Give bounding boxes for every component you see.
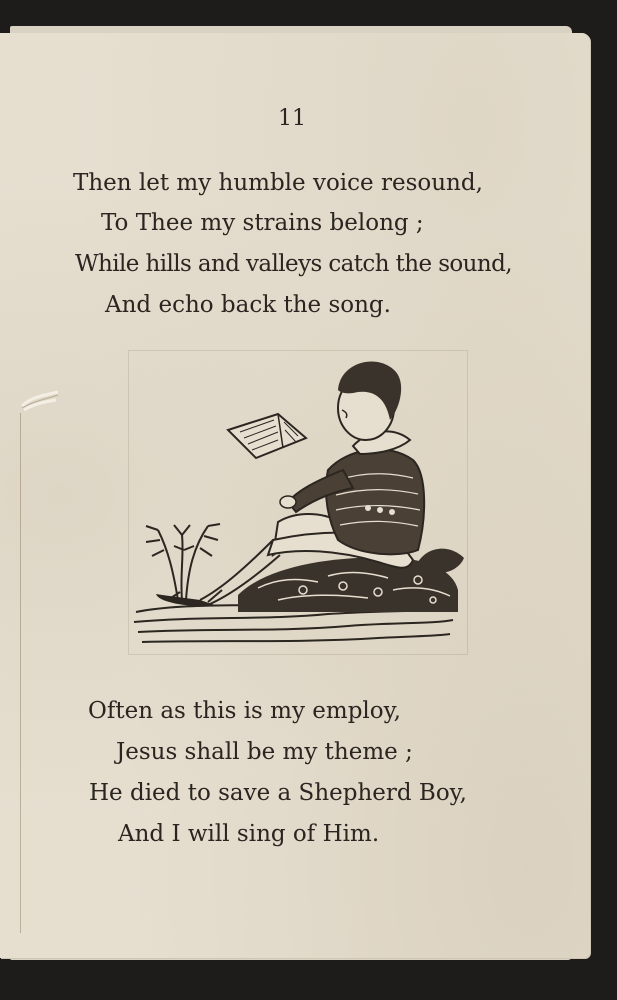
verse-line: And I will sing of Him. — [118, 821, 380, 847]
verse-line: Often as this is my employ, — [88, 698, 401, 724]
boy-reading-woodcut-icon — [128, 350, 468, 655]
verse-line: Then let my humble voice resound, — [73, 170, 483, 196]
verse-line: While hills and valleys catch the sound, — [75, 251, 512, 277]
verse-line: To Thee my strains belong ; — [101, 210, 424, 236]
page-number: 11 — [278, 106, 306, 131]
verse-line: Jesus shall be my theme ; — [116, 739, 413, 765]
binding-gutter — [20, 413, 35, 933]
verse-line: And echo back the song. — [105, 292, 391, 318]
paper-crease-icon — [18, 388, 62, 418]
verse-line: He died to save a Shepherd Boy, — [89, 780, 467, 806]
